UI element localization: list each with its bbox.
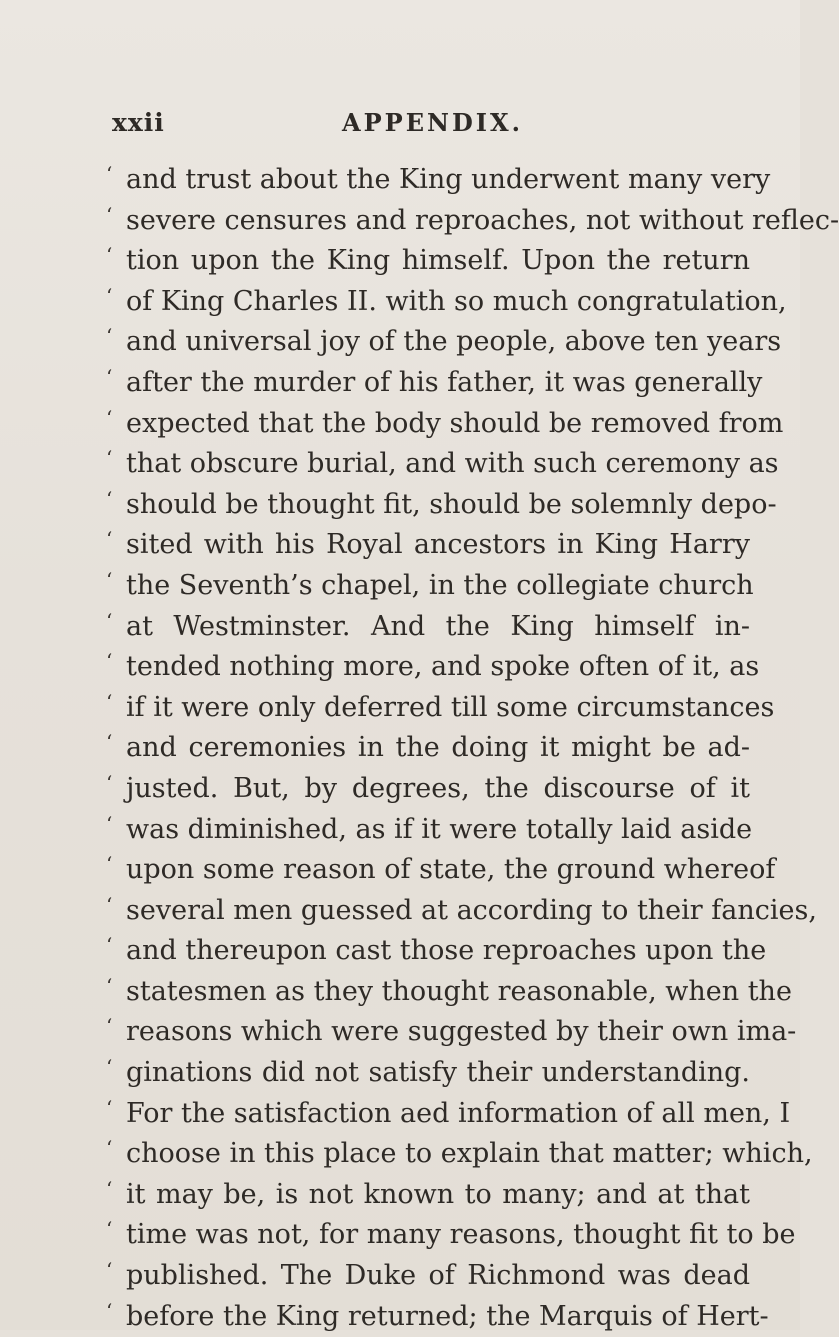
line-text: time was not, for many reasons, thought fit to be (126, 1219, 796, 1251)
text-line (106, 201, 839, 242)
line-text: published. The Duke of Richmond was dead (126, 1260, 750, 1292)
line-text: was diminished, as if it were totally laid aside (126, 813, 753, 845)
text-line (106, 972, 792, 1013)
quotation-mark: ‘ (106, 770, 113, 795)
text-line (106, 566, 754, 607)
line-text: the Seventh’s chapel, in the collegiate church (126, 569, 754, 601)
text-line (106, 1297, 769, 1337)
text-line (106, 850, 776, 891)
quotation-mark: ‘ (106, 649, 113, 674)
text-line (106, 1175, 750, 1216)
line-text: and universal joy of the people, above ten years (126, 326, 782, 358)
quotation-mark: ‘ (106, 811, 113, 836)
line-text: reasons which were suggested by their own ima- (126, 1016, 797, 1048)
text-line (106, 485, 777, 526)
line-text: and trust about the King underwent many very (126, 164, 771, 195)
quotation-mark: ‘ (106, 162, 113, 186)
text-line (106, 810, 753, 851)
line-text: it may be, is not known to many; and at that (126, 1178, 750, 1210)
quotation-mark: ‘ (106, 933, 113, 958)
text-line (106, 931, 767, 972)
quotation-mark: ‘ (106, 1217, 113, 1242)
text-line (106, 1094, 791, 1135)
text-line (106, 1256, 750, 1297)
quotation-mark: ‘ (106, 446, 113, 471)
text-line (106, 1215, 796, 1256)
text-line (106, 241, 750, 282)
text-line (106, 282, 787, 323)
line-text: expected that the body should be removed from (126, 407, 784, 439)
line-text: upon some reason of state, the ground whereof (126, 854, 776, 886)
quotation-mark: ‘ (106, 243, 113, 268)
text-line (106, 891, 817, 932)
line-text: if it were only deferred till some circumstances (126, 691, 775, 723)
quotation-mark: ‘ (106, 1014, 113, 1039)
text-line (106, 647, 760, 688)
line-text: justed. But, by degrees, the discourse of it (126, 772, 750, 804)
quotation-mark: ‘ (106, 1055, 113, 1080)
line-text: severe censures and reproaches, not without reflec- (126, 204, 839, 236)
line-text: choose in this place to explain that matter; which, (126, 1138, 813, 1170)
quotation-mark: ‘ (106, 486, 113, 511)
quotation-mark: ‘ (106, 1095, 113, 1120)
page-header (112, 108, 752, 148)
text-line (106, 769, 750, 810)
text-line (106, 728, 750, 769)
quotation-mark: ‘ (106, 364, 113, 389)
quotation-mark: ‘ (106, 567, 113, 592)
line-text: ginations did not satisfy their understanding. (126, 1057, 750, 1089)
quotation-mark: ‘ (106, 852, 113, 877)
line-text: For the satisfaction aed information of all men, I (126, 1097, 791, 1129)
quotation-mark: ‘ (106, 283, 113, 308)
quotation-mark: ‘ (106, 405, 113, 430)
text-line (106, 1012, 797, 1053)
line-text: should be thought fit, should be solemnly depo- (126, 488, 777, 520)
quotation-mark: ‘ (106, 608, 113, 633)
running-head: APPENDIX. (342, 108, 523, 137)
quotation-mark: ‘ (106, 1258, 113, 1283)
line-text: statesmen as they thought reasonable, when the (126, 975, 792, 1007)
quotation-mark: ‘ (106, 1176, 113, 1201)
line-text: sited with his Royal ancestors in King Harry (126, 529, 750, 561)
line-text: at Westminster. And the King himself in- (126, 610, 750, 642)
quotation-mark: ‘ (106, 202, 113, 227)
text-line (106, 322, 782, 363)
line-text: and thereupon cast those reproaches upon the (126, 935, 767, 967)
text-line (106, 607, 750, 648)
line-text: after the murder of his father, it was generally (126, 366, 763, 398)
text-line (106, 160, 771, 201)
text-line (106, 404, 784, 445)
line-text: of King Charles II. with so much congratulation, (126, 285, 787, 317)
page-number: xxii (112, 108, 165, 137)
quotation-mark: ‘ (106, 892, 113, 917)
text-line (106, 444, 779, 485)
quotation-mark: ‘ (106, 527, 113, 552)
quotation-mark: ‘ (106, 730, 113, 755)
line-text: and ceremonies in the doing it might be ad- (126, 732, 750, 764)
quotation-mark: ‘ (106, 689, 113, 714)
line-text: tion upon the King himself. Upon the return (126, 245, 750, 277)
quotation-mark: ‘ (106, 1136, 113, 1161)
line-text: tended nothing more, and spoke often of it, as (126, 651, 760, 683)
line-text: before the King returned; the Marquis of Hert- (126, 1300, 769, 1332)
text-line (106, 1134, 813, 1175)
text-line (106, 363, 763, 404)
text-line (106, 688, 775, 729)
line-text: that obscure burial, and with such ceremony as (126, 448, 779, 480)
text-line (106, 525, 750, 566)
quotation-mark: ‘ (106, 973, 113, 998)
text-line (106, 1053, 750, 1094)
quotation-mark: ‘ (106, 1298, 113, 1323)
line-text: several men guessed at according to their fancies, (126, 894, 817, 926)
body-text (106, 160, 839, 1337)
quotation-mark: ‘ (106, 324, 113, 349)
